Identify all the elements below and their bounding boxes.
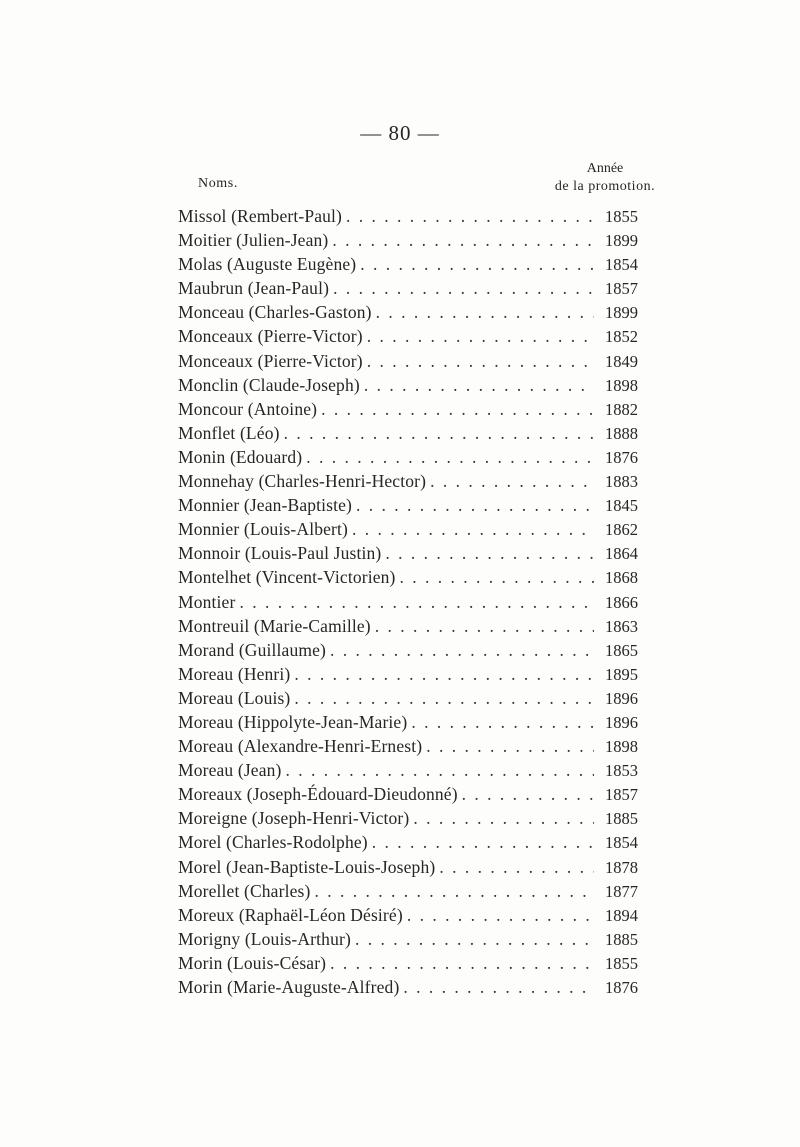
dot-leader [356,493,594,517]
entry-year: 1885 [605,809,638,829]
page-number: — 80 — [360,121,440,145]
entry-name: Moreau (Jean) [178,760,282,781]
entry-year: 1853 [605,761,638,781]
entry-row [178,686,638,710]
entry-year: 1896 [605,712,638,732]
entry-name: Monflet (Léo) [178,422,280,443]
entry-year: 1899 [605,303,638,323]
entry-row [178,445,638,469]
entry-name: Moreau (Henri) [178,663,291,684]
entry-row [178,638,638,662]
entry-year: 1896 [605,688,638,708]
entry-year: 1898 [605,737,638,757]
entry-year: 1864 [605,544,638,564]
year-column-header [540,160,670,196]
entry-year: 1845 [605,496,638,516]
entry-row [178,252,638,276]
dot-leader [332,228,594,252]
entry-name: Morin (Louis-César) [178,952,327,973]
year-header-line1: Année [586,161,624,176]
entry-row [178,830,638,854]
dot-leader [352,517,594,541]
entry-row [178,927,638,951]
entry-row [178,975,638,999]
dot-leader [239,590,594,614]
entry-year: 1854 [605,255,638,275]
entry-name: Morigny (Louis-Arthur) [178,928,351,949]
dot-leader [330,951,594,975]
entry-year: 1854 [605,833,638,853]
entry-row [178,541,638,565]
dot-leader [367,349,594,373]
entry-year: 1849 [605,351,638,371]
entry-year: 1857 [605,279,638,299]
year-header-line2: de la promotion. [554,179,656,194]
entry-name: Monceaux (Pierre-Victor) [178,326,363,347]
entry-year: 1876 [605,978,638,997]
dot-leader [407,903,594,927]
entry-row [178,469,638,493]
entry-name: Moreau (Alexandre-Henri-Ernest) [178,736,423,757]
entry-year: 1882 [605,399,638,419]
entry-name: Maubrun (Jean-Paul) [178,278,330,299]
entry-name: Morellet (Charles) [178,880,311,901]
entry-row [178,782,638,806]
entry-row [178,517,638,541]
dot-leader [306,445,594,469]
dot-leader [333,276,594,300]
dot-leader [413,806,594,830]
entry-name: Missol (Rembert-Paul) [178,206,343,226]
entry-name: Moitier (Julien-Jean) [178,230,329,251]
entry-row [178,421,638,445]
entry-name: Monnehay (Charles-Henri-Hector) [178,471,427,492]
entry-name: Moreau (Louis) [178,687,291,708]
entry-year: 1885 [605,929,638,949]
entry-name: Montelhet (Vincent-Victorien) [178,567,396,588]
entry-name: Morin (Marie-Auguste-Alfred) [178,977,400,997]
entry-row [178,397,638,421]
dot-leader [439,855,594,879]
entry-row [178,228,638,252]
dot-leader [375,614,594,638]
entry-name: Moreux (Raphaël-Léon Désiré) [178,904,403,925]
entry-year: 1863 [605,616,638,636]
dot-leader [400,565,594,589]
entry-name: Molas (Auguste Eugène) [178,254,357,275]
entry-row [178,879,638,903]
entry-name: Montreuil (Marie-Camille) [178,615,371,636]
entry-year: 1899 [605,231,638,251]
entry-year: 1877 [605,881,638,901]
entry-name: Morel (Charles-Rodolphe) [178,832,368,853]
entry-name: Moncour (Antoine) [178,398,318,419]
dot-leader [385,541,594,565]
entry-year: 1855 [605,207,638,226]
dot-leader [346,204,594,228]
entry-year: 1855 [605,953,638,973]
dot-leader [284,421,594,445]
dot-leader [376,300,594,324]
dot-leader [360,252,594,276]
entry-name: Monceaux (Pierre-Victor) [178,350,363,371]
entry-row [178,493,638,517]
entry-year: 1868 [605,568,638,588]
entry-year: 1883 [605,472,638,492]
dot-leader [372,830,594,854]
entry-name: Monnier (Jean-Baptiste) [178,495,353,516]
entry-name: Moreau (Hippolyte-Jean-Marie) [178,711,408,732]
entry-row [178,806,638,830]
entry-row [178,951,638,975]
entry-name: Moreigne (Joseph-Henri-Victor) [178,808,410,829]
entry-name: Morand (Guillaume) [178,639,327,660]
dot-leader [430,469,594,493]
dot-leader [462,782,594,806]
dot-leader [294,662,594,686]
dot-leader [403,975,594,999]
entry-year: 1862 [605,520,638,540]
entry-year: 1866 [605,592,638,612]
dot-leader [294,686,594,710]
dot-leader [411,710,594,734]
dot-leader [286,758,595,782]
entry-row [178,349,638,373]
dot-leader [367,324,594,348]
entry-year: 1865 [605,640,638,660]
entry-row [178,590,638,614]
dot-leader [330,638,594,662]
entry-name: Monceau (Charles-Gaston) [178,302,372,323]
entry-year: 1876 [605,447,638,467]
entry-row [178,855,638,879]
entry-year: 1898 [605,375,638,395]
entry-year: 1888 [605,423,638,443]
entry-row [178,300,638,324]
entry-name: Morel (Jean-Baptiste-Louis-Joseph) [178,856,436,877]
dot-leader [321,397,594,421]
dot-leader [314,879,594,903]
entry-name: Monnier (Louis-Albert) [178,519,348,540]
entry-year: 1894 [605,905,638,925]
entry-row [178,324,638,348]
entry-row [178,373,638,397]
entry-row [178,614,638,638]
dot-leader [355,927,594,951]
dot-leader [364,373,594,397]
entry-name: Monin (Edouard) [178,446,303,467]
entry-row [178,903,638,927]
entry-name: Monnoir (Louis-Paul Justin) [178,543,382,564]
entry-row [178,734,638,758]
entry-row [178,662,638,686]
entry-row [178,758,638,782]
entry-row [178,710,638,734]
entry-row [178,565,638,589]
entry-year: 1878 [605,857,638,877]
entry-name: Montier [178,591,236,612]
entry-year: 1852 [605,327,638,347]
entry-list [178,204,638,999]
entry-year: 1857 [605,785,638,805]
dot-leader [426,734,594,758]
entry-row [178,204,638,228]
names-column-header: Noms. [198,176,238,191]
entry-row [178,276,638,300]
entry-name: Monclin (Claude-Joseph) [178,374,360,395]
entry-name: Moreaux (Joseph-Édouard-Dieudonné) [178,784,458,805]
entry-year: 1895 [605,664,638,684]
